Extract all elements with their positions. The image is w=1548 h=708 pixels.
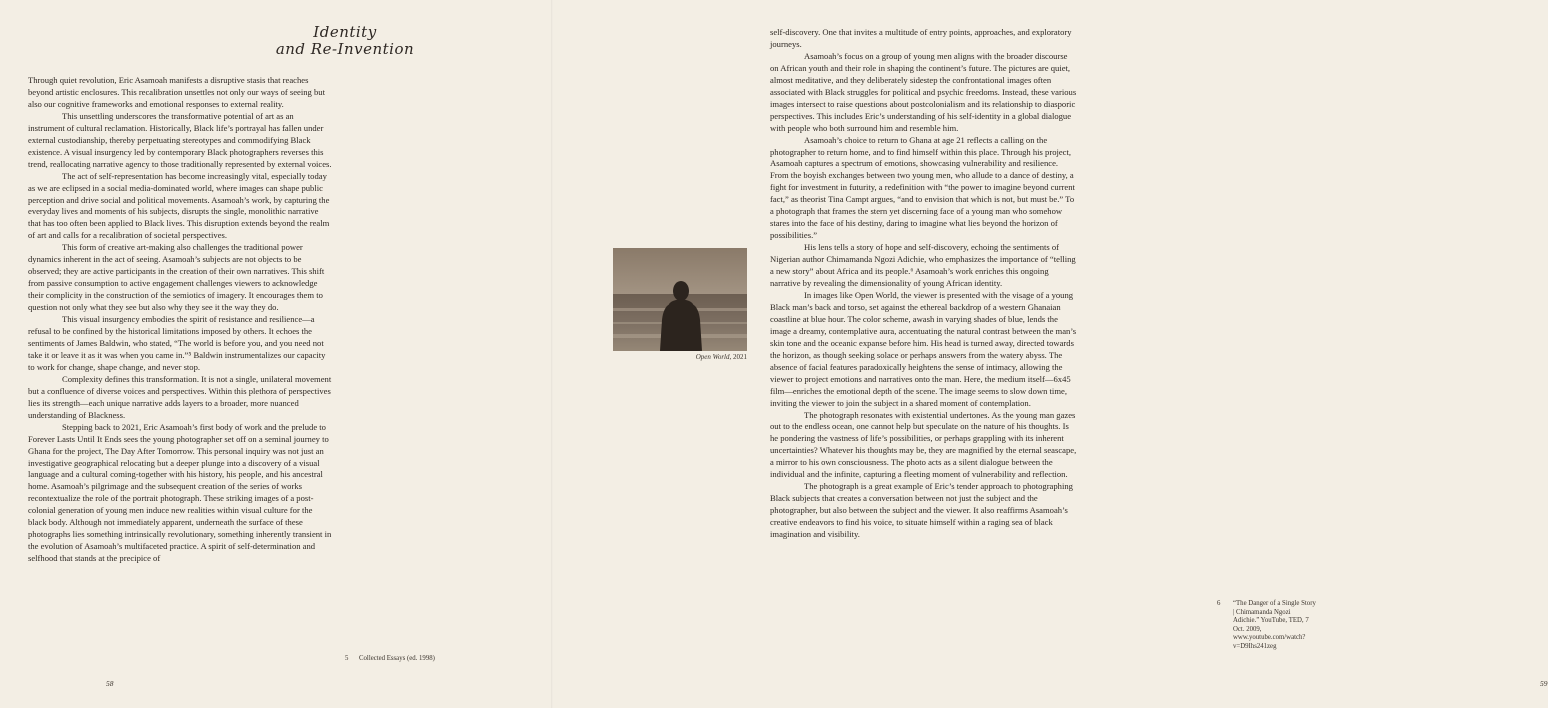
photo-caption	[613, 353, 747, 362]
left-body-text	[28, 75, 332, 565]
page-number-right: 59	[1540, 679, 1548, 688]
paragraph: Asamoah’s choice to return to Ghana at age 21 reflects a calling on the photographer to return home, and to find himself within this place. Through his project, Asamoah captures a spectrum of emotions, showcasing vulnerability and resilience. From the boyish exchanges between two young men, who allude to a dance of destiny, a fight for investment in futurity, a redefinition with “the power to imagine beyond current fact,” as theorist Tina Campt argues, “and to envision that which is not, but must be.” To a photograph that frames the stern yet discerning face of a young man who somehow stares into the face of his destiny, daring to imagine what lies beyond the horizon of possibilities.”	[770, 134, 1075, 241]
open-world-photograph	[613, 248, 747, 351]
paragraph: Through quiet revolution, Eric Asamoah manifests a disruptive stasis that reaches beyond artistic enclosures. This recalibration unsettles not only our ways of seeing but also our cognitive frameworks and emotional responses to external reality.	[28, 75, 325, 109]
chapter-title-line1: Identity	[313, 23, 377, 41]
paragraph: His lens tells a story of hope and self-discovery, echoing the sentiments of Nigerian author Chimamanda Ngozi Adichie, who emphasizes the importance of “telling a new story” about Africa and its people.⁶ Asamoah’s work enriches this ongoing narrative by revealing the dimensionality of young African identity.	[770, 242, 1076, 289]
footnote-number: 6	[1217, 600, 1221, 607]
paragraph: The photograph is a great example of Eric’s tender approach to photographing Black subjects that creates a conversation between not just the subject and the photographer, but also between the subject and the viewer. It also reaffirms Asamoah’s creative endeavors to find his voice, to situate himself within a raging sea of black imagination and visibility.	[770, 481, 1073, 540]
footnote-number: 5	[345, 655, 349, 662]
paragraph: This visual insurgency embodies the spirit of resistance and resilience—a refusal to be confined by the historical limitations imposed by others. It echoes the sentiments of James Baldwin, who stated, “The world is before you, and you need not take it or leave it as it was when you came in.”⁵ Baldwin instrumentalizes our capacity to work for change, shape change, and never stop.	[28, 314, 326, 372]
footnote-5	[345, 654, 475, 663]
paragraph: self-discovery. One that invites a multitude of entry points, approaches, and exploratory journeys.	[770, 27, 1072, 49]
footnote-text: Collected Essays (ed. 1998)	[359, 655, 435, 662]
photograph-image	[613, 248, 747, 351]
paragraph: Stepping back to 2021, Eric Asamoah’s first body of work and the prelude to Forever Lasts Until It Ends sees the young photographer set off on a seminal journey to Ghana for the project, The Day After Tomorrow. This personal inquiry was not just an investigative geographical relocating but a deeper plunge into a discovery of a visual language and a cultural coming-together with his history, his people, and his ancestral home. Asamoah’s pilgrimage and the subsequent creation of the series of works recontextualize the role of the portrait photograph. These striking images of a post-colonial generation of young men induce new realities within visual culture for the black body. Although not immediately apparent, underneath the surface of these photographs lies something intrinsically revolutionary, something inherently transient in the evolution of Asamoah’s multifaceted practice. A spirit of self-determination and selfhood that stands at the precipice of	[28, 421, 332, 564]
right-body-text	[770, 27, 1078, 541]
left-page	[0, 0, 552, 708]
caption-year: 2021	[733, 353, 747, 361]
chapter-title-line2: and Re-Invention	[275, 40, 415, 58]
paragraph: This form of creative art-making also challenges the traditional power dynamics inherent in the act of seeing. Asamoah’s subjects are not objects to be observed; they are active participants in the creation of their own narratives. This shift from passive consumption to active engagement challenges viewers to acknowledge their complicity in the construction of the semiotics of imagery. It encourages them to question not only what they see but also why they see it the way they do.	[28, 242, 325, 313]
page-number-left: 58	[106, 679, 114, 688]
chapter-title	[255, 24, 435, 58]
paragraph: The act of self-representation has become increasingly vital, especially today as we are eclipsed in a social media-dominated world, where images can shape public perception and drive social and political movements. Asamoah’s work, by capturing the everyday lives and moments of his subjects, disrupts the single, monolithic narrative that has too often been applied to Black lives. This disruption extends beyond the realm of art and calls for a recalibration of societal perspectives.	[28, 170, 330, 241]
paragraph: Complexity defines this transformation. It is not a single, unilateral movement but a confluence of diverse voices and perspectives. Within this plethora of perspectives lies its strength—each unique narrative adds layers to a broader, more nuanced understanding of Blackness.	[28, 373, 332, 420]
caption-title: Open World,	[695, 353, 732, 361]
paragraph: This unsettling underscores the transformative potential of art as an instrument of cultural reclamation. Historically, Black life’s portrayal has fallen under external custodianship, thereby perpetuating stereotypes and commodifying Black existence. A visual insurgency led by contemporary Black photographers reverses this trend, reallocating narrative agency to those traditionally represented by external voices.	[28, 110, 332, 169]
paragraph: The photograph resonates with existential undertones. As the young man gazes out to the endless ocean, one cannot help but speculate on the nature of his thoughts. Is he pondering the vastness of life’s possibilities, or perhaps grappling with its inherent uncertainties? Whatever his thoughts may be, they are magnified by the eternal seascape, a mirror to his own consciousness. The photo acts as a silent dialogue between the individual and the infinite, capturing a fleeting moment of vulnerability and reflection.	[770, 409, 1077, 480]
paragraph: In images like Open World, the viewer is presented with the visage of a young Black man’s back and torso, set against the ethereal backdrop of a western Ghanaian coastline at blue hour. The color scheme, awash in varying shades of blue, lends the image a dreamy, contemplative aura, accentuating the natural contrast between the man’s skin tone and the oceanic expanse before him. His head is turned away, directed towards the horizon, as though seeking solace or perhaps answers from the watery abyss. The absence of facial features paradoxically heightens the sense of intimacy, allowing the viewer to project emotions and narratives onto the man. Here, the medium itself—6x45 film—enriches the emotional depth of the scene. The image seems to slow down time, inviting the viewer to join the subject in a shared moment of contemplation.	[770, 289, 1077, 408]
footnote-text: “The Danger of a Single Story | Chimamanda Ngozi Adichie.” YouTube, TED, 7 Oct. 2009, www.youtube.com/watch?v=D9Ihs241zeg	[1233, 600, 1316, 650]
paragraph: Asamoah’s focus on a group of young men aligns with the broader discourse on African youth and their role in shaping the continent’s future. The pictures are quiet, almost meditative, and they deliberately sidestep the confrontational images often associated with Black struggles for political and psychic freedoms. Instead, these various images intersect to raise questions about postcolonialism and its relationship to diasporic perspectives. This includes Eric’s understanding of his self-identity in a global dialogue with people who both surround him and resemble him.	[770, 50, 1077, 133]
